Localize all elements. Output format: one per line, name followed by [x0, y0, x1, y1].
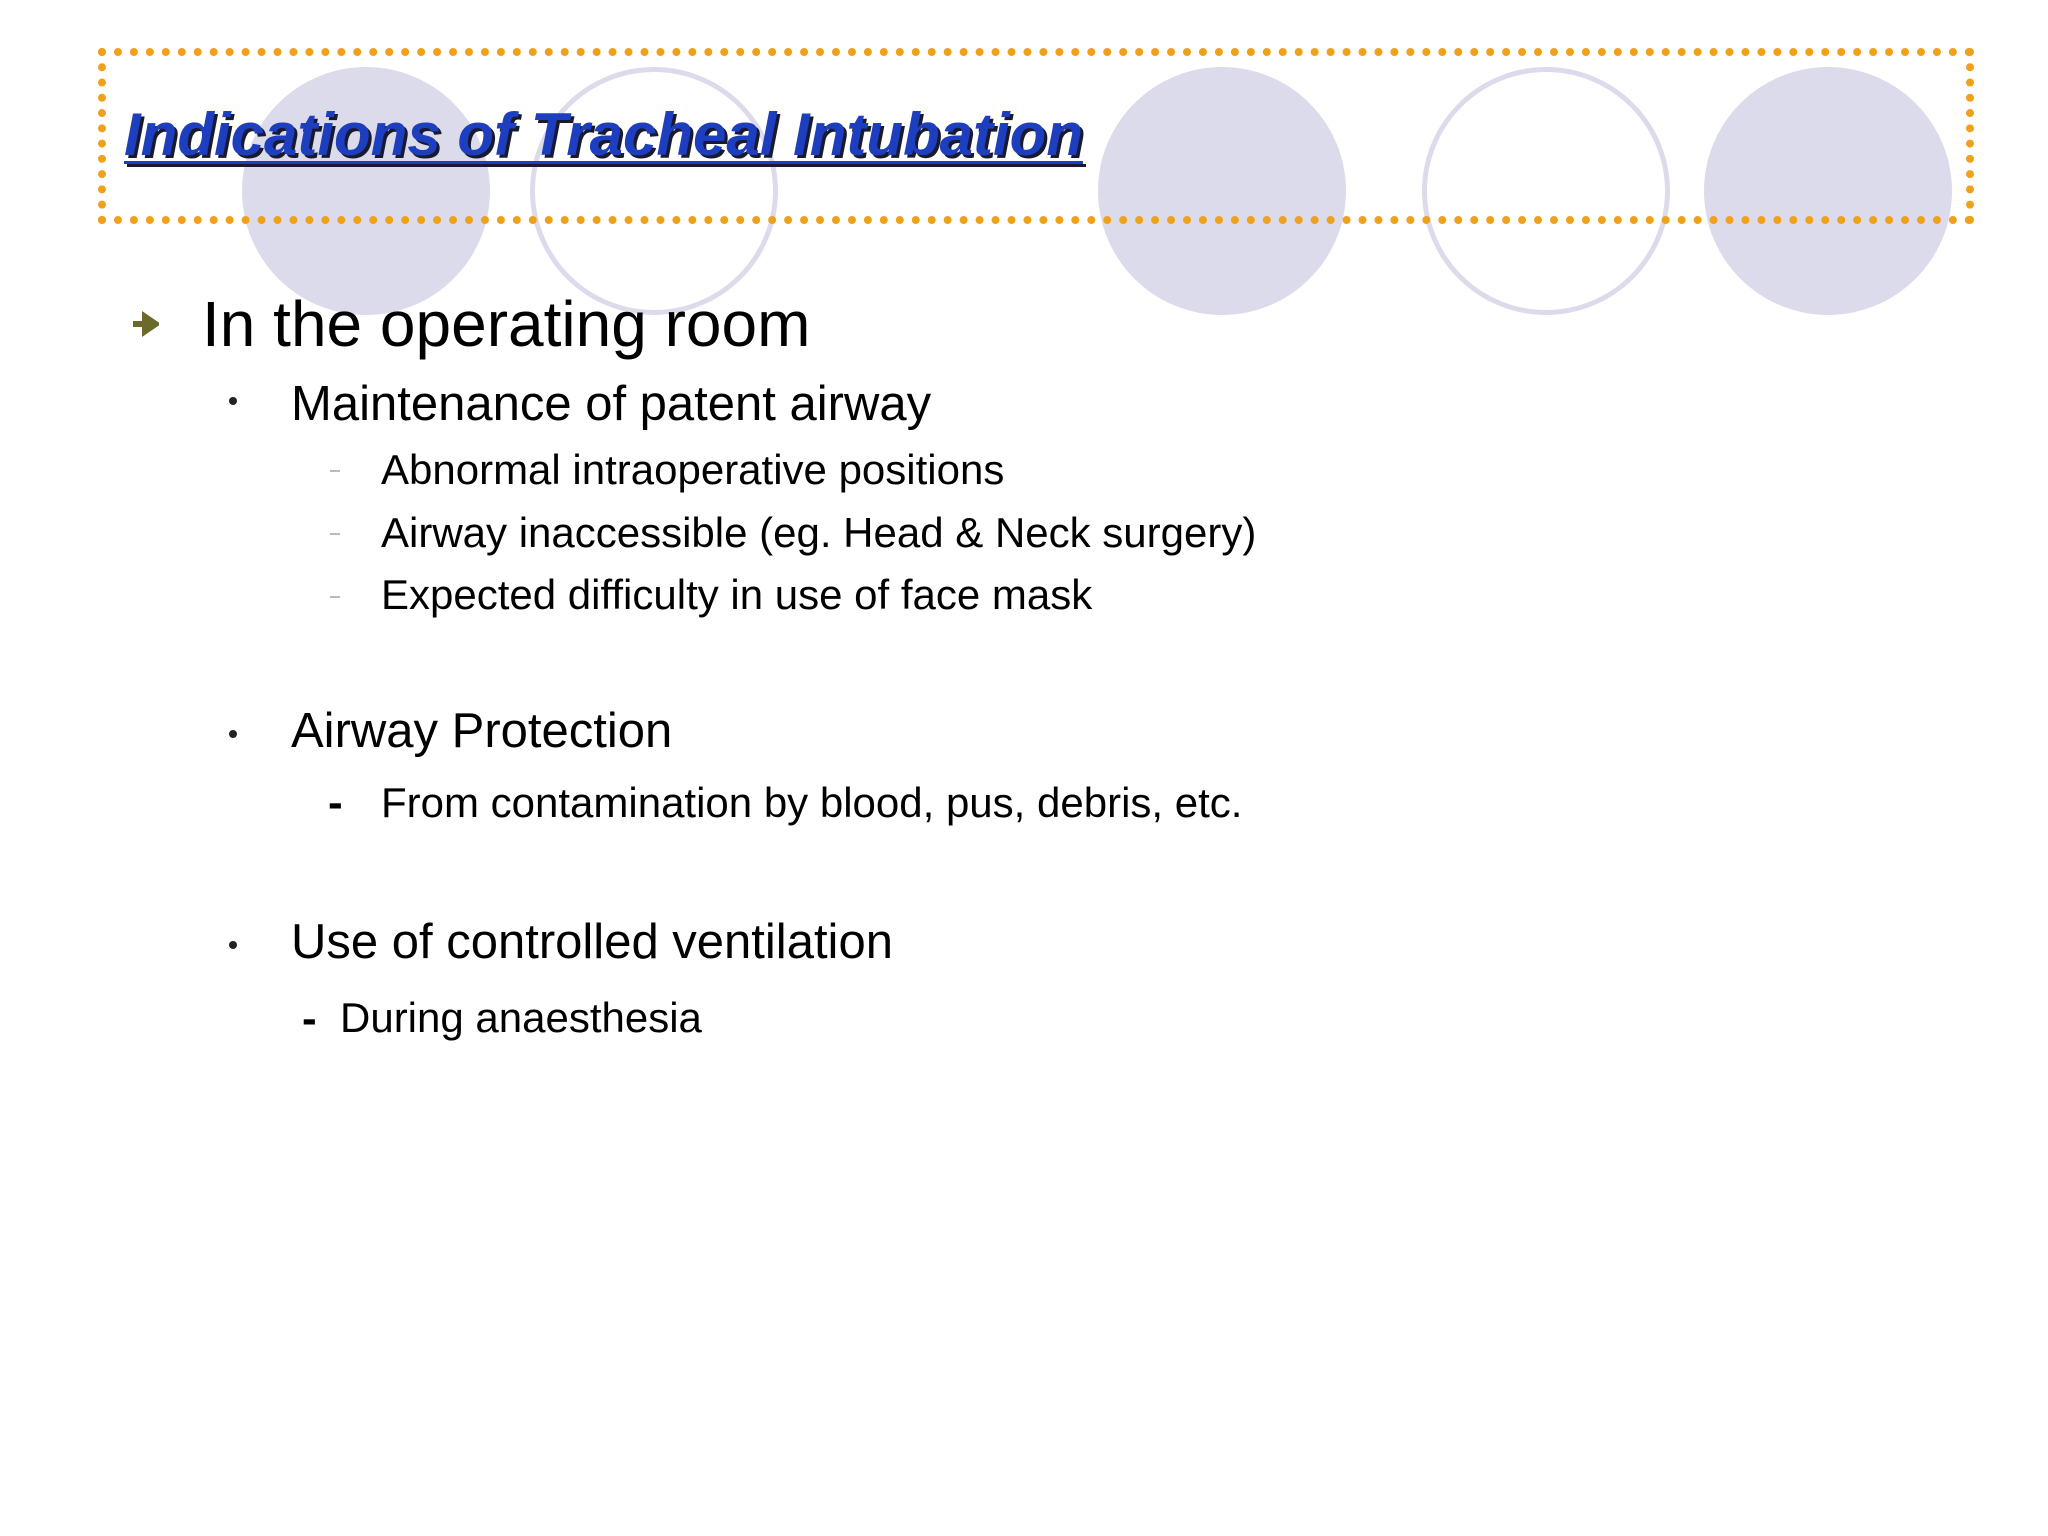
dot-bullet-icon — [229, 397, 237, 405]
list-item: Airway inaccessible (eg. Head & Neck surgery) — [381, 509, 1257, 556]
section-heading-controlled-ventilation: Use of controlled ventilation — [291, 915, 893, 969]
list-item: From contamination by blood, pus, debris, etc. — [381, 779, 1243, 826]
dash-icon: - — [302, 994, 317, 1043]
dash-icon — [330, 596, 340, 598]
section-heading-airway-protection: Airway Protection — [291, 704, 673, 758]
dash-icon — [330, 470, 340, 472]
arrow-bullet-icon — [133, 309, 159, 339]
list-item: Abnormal intraoperative positions — [381, 446, 1005, 493]
list-item: Expected difficulty in use of face mask — [381, 571, 1093, 618]
dot-bullet-icon — [229, 941, 237, 949]
main-point: In the operating room — [202, 288, 811, 360]
dot-bullet-icon — [229, 730, 237, 738]
dash-icon — [330, 533, 340, 535]
list-item: During anaesthesia — [340, 994, 702, 1041]
dash-icon: - — [328, 778, 343, 827]
slide-title: Indications of Tracheal Intubation — [124, 101, 1083, 168]
section-heading-maintenance: Maintenance of patent airway — [291, 377, 932, 431]
